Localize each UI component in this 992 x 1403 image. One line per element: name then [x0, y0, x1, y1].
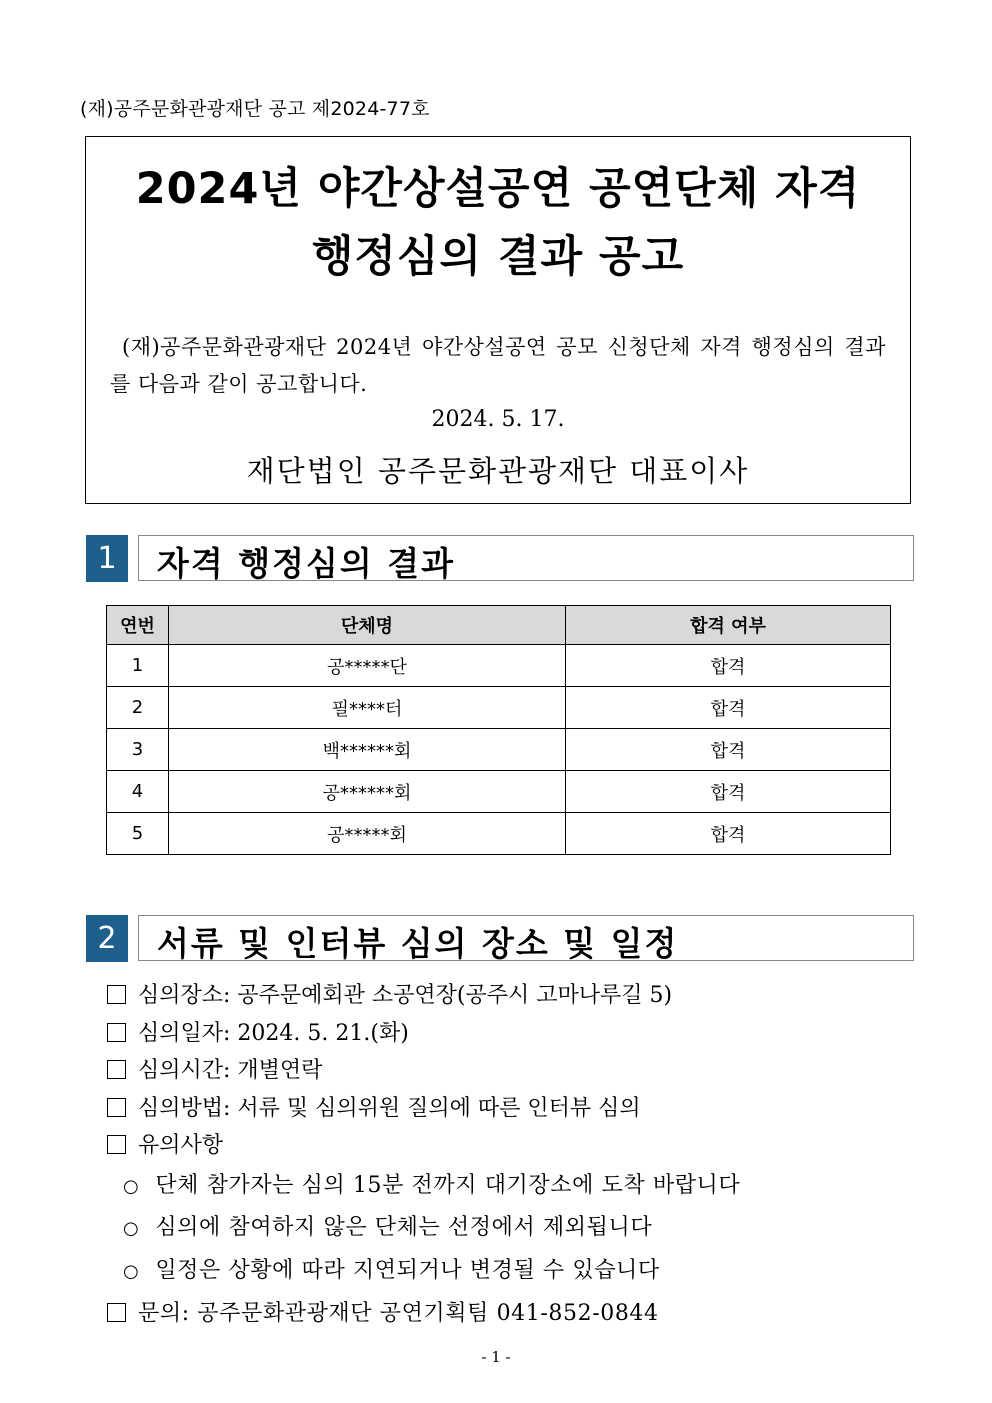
circle-bullet-icon: ○	[123, 1218, 140, 1239]
section-title-1: 자격 행정심의 결과	[157, 544, 456, 583]
cell-result: 합격	[566, 729, 891, 771]
checkbox-square-icon	[107, 985, 126, 1004]
cell-number: 4	[107, 771, 169, 813]
notice-date: 2024. 5. 17.	[431, 407, 565, 432]
cell-number: 5	[107, 813, 169, 855]
notice-reference: (재)공주문화관광재단 공고 제2024-77호	[80, 98, 430, 120]
cell-group: 공******회	[169, 771, 566, 813]
table-row	[107, 729, 891, 771]
note-text: 심의에 참여하지 않은 단체는 선정에서 제외됩니다	[155, 1215, 653, 1240]
result-table	[106, 605, 891, 855]
list-item	[107, 1015, 952, 1053]
list-item	[107, 1052, 952, 1090]
table-row	[107, 645, 891, 687]
cell-result: 합격	[566, 771, 891, 813]
cell-number: 2	[107, 687, 169, 729]
item-text: 유의사항	[138, 1133, 224, 1158]
cell-group: 필****터	[169, 687, 566, 729]
cell-number: 1	[107, 645, 169, 687]
table-row	[107, 771, 891, 813]
section-number-1: 1	[86, 535, 128, 582]
table-header-row	[107, 606, 891, 645]
page-title-line1: 2024년 야간상설공연 공연단체 자격	[135, 164, 861, 214]
item-text: 심의방법: 서류 및 심의위원 질의에 따른 인터뷰 심의	[138, 1095, 641, 1121]
table-row	[107, 813, 891, 855]
contact-line	[107, 1296, 659, 1327]
section-title-2: 서류 및 인터뷰 심의 장소 및 일정	[157, 924, 679, 963]
note-item	[107, 1250, 952, 1293]
page-title-line2: 행정심의 결과 공고	[311, 232, 685, 282]
list-item	[107, 1090, 952, 1128]
page-number: - 1 -	[481, 1348, 511, 1366]
note-text: 일정은 상황에 따라 지연되거나 변경될 수 있습니다	[155, 1257, 660, 1283]
contact-text: 문의: 공주문화관광재단 공연기획팀 041-852-0844	[138, 1301, 659, 1326]
cell-result: 합격	[566, 813, 891, 855]
checkbox-square-icon	[107, 1135, 126, 1154]
cell-group: 백******회	[169, 729, 566, 771]
note-item	[107, 1207, 952, 1250]
col-header-number: 연번	[107, 606, 169, 645]
item-text: 심의시간: 개별연락	[138, 1058, 323, 1083]
checkbox-square-icon	[107, 1303, 126, 1322]
section-number-2: 2	[86, 915, 128, 962]
checkbox-square-icon	[107, 1060, 126, 1079]
list-item	[107, 977, 952, 1015]
item-text: 심의장소: 공주문예회관 소공연장(공주시 고마나루길 5)	[138, 983, 673, 1008]
cell-group: 공*****회	[169, 813, 566, 855]
cell-result: 합격	[566, 687, 891, 729]
checkbox-square-icon	[107, 1098, 126, 1117]
checkbox-square-icon	[107, 1023, 126, 1042]
title-box	[85, 136, 911, 504]
note-item	[107, 1165, 952, 1208]
section-header-1	[138, 535, 914, 581]
cell-group: 공*****단	[169, 645, 566, 687]
cell-result: 합격	[566, 645, 891, 687]
table-row	[107, 687, 891, 729]
col-header-group: 단체명	[169, 606, 566, 645]
item-text: 심의일자: 2024. 5. 21.(화)	[138, 1020, 409, 1046]
circle-bullet-icon: ○	[123, 1260, 140, 1282]
list-item	[107, 1127, 952, 1165]
signer: 재단법인 공주문화관광재단 대표이사	[246, 454, 750, 488]
note-text: 단체 참가자는 심의 15분 전까지 대기장소에 도착 바랍니다	[155, 1172, 741, 1198]
col-header-result: 합격 여부	[566, 606, 891, 645]
circle-bullet-icon: ○	[123, 1175, 140, 1197]
cell-number: 3	[107, 729, 169, 771]
schedule-list	[107, 977, 952, 1292]
section-header-2	[138, 915, 914, 961]
intro-text: (재)공주문화관광재단 2024년 야간상설공연 공모 신청단체 자격 행정심의 결과를 다음과 같이 공고합니다.	[110, 335, 886, 396]
